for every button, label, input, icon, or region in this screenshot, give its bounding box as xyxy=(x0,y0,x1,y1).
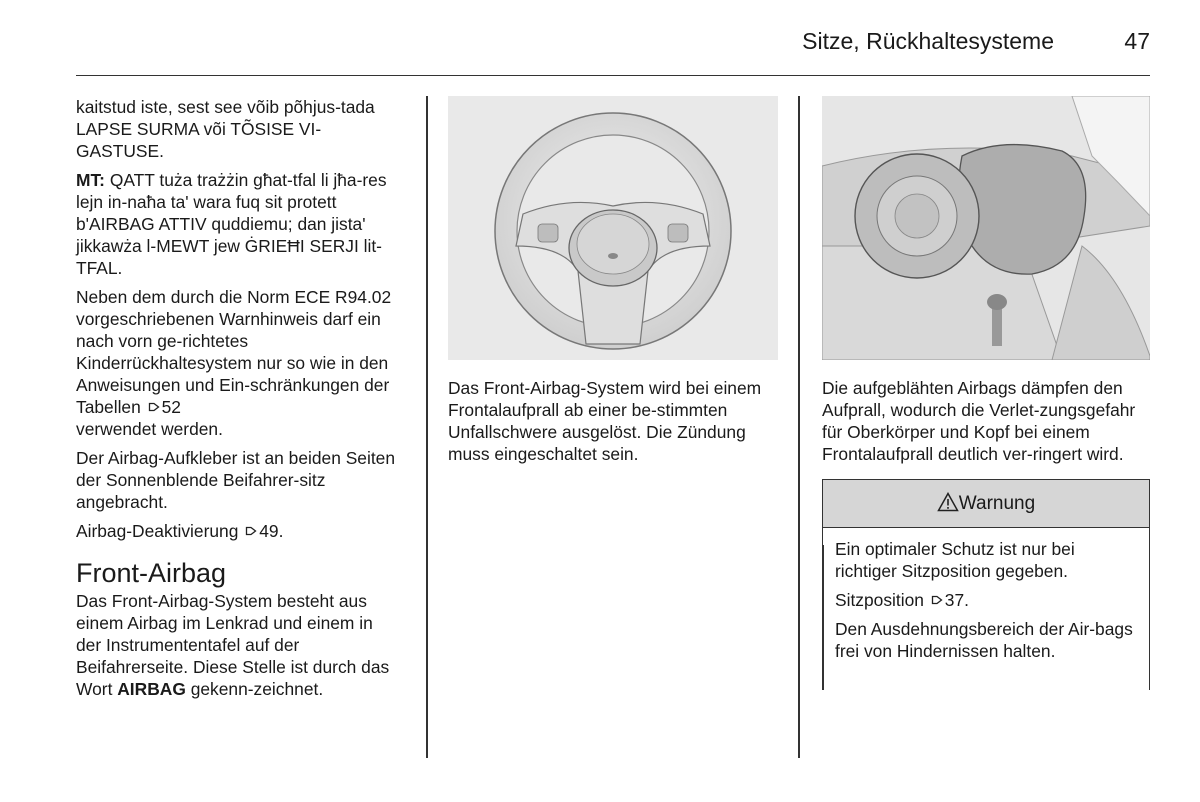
page-reference[interactable]: 52 xyxy=(161,397,181,417)
paragraph-text: Airbag-Deaktivierung xyxy=(76,521,239,541)
warning-text: Ein optimaler Schutz ist nur bei richtiger Sitzposition gegeben. xyxy=(835,539,1075,581)
warning-body xyxy=(823,528,1149,673)
figure-caption: Die aufgeblähten Airbags dämpfen den Aufprall, wodurch die Verlet-zungsgefahr für Oberkörper und Kopf bei einem Frontalaufprall deutlich ver-ringert wird. xyxy=(822,378,1136,464)
paragraph-text: QATT tuża trażżin għat-tfal li jħa-res lejn in-naħa ta' wara fuq sit protett b'AIRBAG ATTIV quddiemu; dan jista' jikkawża l-MEWT jew ĠRIEĦI SERJI lit-TFAL. xyxy=(76,170,387,278)
figure-caption: Das Front-Airbag-System wird bei einem Frontalaufprall ab einer be-stimmten Unfallschwere ausgelöst. Die Zündung muss eingeschaltet sein. xyxy=(448,378,762,464)
warning-triangle-icon xyxy=(937,483,959,531)
paragraph xyxy=(76,169,396,279)
column-divider xyxy=(426,96,428,758)
paragraph-text: gekenn-zeichnet. xyxy=(190,679,324,699)
paragraph-text: Das Front-Airbag-System besteht aus einem Airbag im Lenkrad und einem in der Instrumententafel auf der Beifahrerseite. Diese Stelle ist durch das Wort xyxy=(76,591,390,699)
warning-text: Den Ausdehnungsbereich der Air-bags frei von Hindernissen halten. xyxy=(835,619,1133,661)
paragraph xyxy=(76,590,396,700)
page-header xyxy=(76,24,1150,76)
paragraph-text: verwendet werden. xyxy=(76,419,223,439)
paragraph-text: Neben dem durch die Norm ECE R94.02 vorgeschriebenen Warnhinweis darf ein nach vorn ge-richtetes Kinderrückhaltesystem nur so wie in den Anweisungen und Ein-schränkungen der Tabellen xyxy=(76,287,392,417)
arrow-reference-icon xyxy=(931,589,943,611)
paragraph: kaitstud iste, sest see võib põhjus-tada LAPSE SURMA või TÕSISE VI-GASTUSE. xyxy=(76,97,375,161)
inflated-airbags-illustration xyxy=(822,96,1150,360)
warning-title: Warnung xyxy=(958,493,1036,514)
paragraph: Der Airbag-Aufkleber ist an beiden Seiten der Sonnenblende Beifahrer-sitz angebracht. xyxy=(76,448,396,512)
steering-wheel-illustration xyxy=(448,96,778,360)
text-column-middle xyxy=(448,96,778,472)
arrow-reference-icon xyxy=(245,520,257,542)
warning-box-border xyxy=(822,545,824,690)
section-heading: Front-Airbag xyxy=(76,558,227,588)
warning-text xyxy=(835,589,1137,611)
page-number: 47 xyxy=(1124,28,1150,54)
warning-text-span: Sitzposition xyxy=(835,590,924,610)
column-divider xyxy=(798,96,800,758)
paragraph xyxy=(76,520,396,542)
bold-label: AIRBAG xyxy=(117,679,186,699)
text-column-left xyxy=(76,96,396,707)
paragraph xyxy=(76,286,396,440)
section-title: Sitze, Rückhaltesysteme xyxy=(802,28,1054,54)
page-reference[interactable]: 37. xyxy=(944,590,969,610)
warning-header xyxy=(823,480,1149,528)
bold-label: MT: xyxy=(76,170,105,190)
text-column-right xyxy=(822,96,1150,673)
page-reference[interactable]: 49. xyxy=(259,521,284,541)
arrow-reference-icon xyxy=(148,396,160,418)
warning-box-border xyxy=(1149,545,1151,690)
warning-box xyxy=(822,479,1150,673)
